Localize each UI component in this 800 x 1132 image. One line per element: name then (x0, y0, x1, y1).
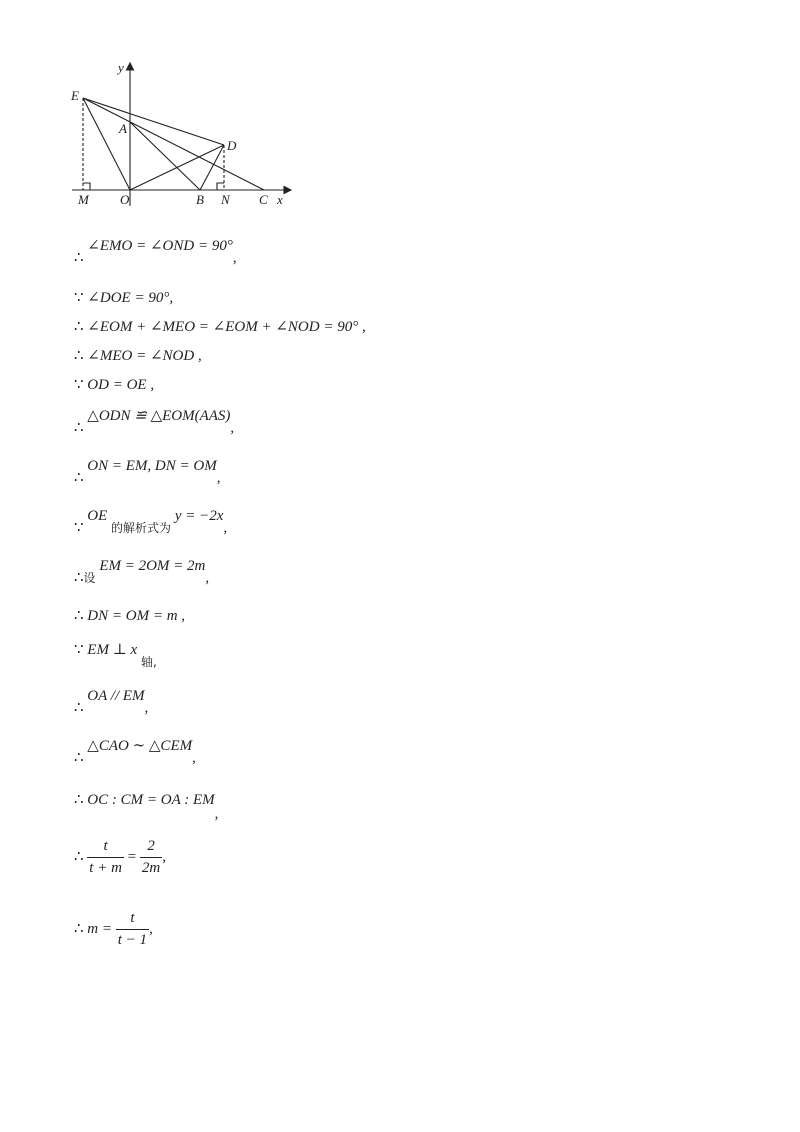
proof-step-7: ∴ ON = EM, DN = OM, (74, 458, 221, 486)
proof-step-15: ∴ $\frac{t}{t + m}$ = $\frac{2}{2m}$ , (74, 838, 166, 876)
proof-step-10: ∴ DN = OM = m , (74, 608, 186, 624)
label-M: M (78, 192, 89, 207)
geometry-figure (66, 56, 296, 214)
proof-step-3: ∴ ∠EOM + ∠MEO = ∠EOM + ∠NOD = 90° , (74, 319, 366, 335)
label-x: x (277, 192, 283, 207)
proof-step-2: ∵ ∠DOE = 90°, (74, 290, 174, 306)
label-E: E (71, 88, 79, 103)
proof-step-11: ∵ EM ⊥ x $_{轴,}$ (74, 642, 157, 669)
proof-step-5: ∵ OD = OE , (74, 377, 155, 393)
proof-step-13: ∴ △CAO ∼ △CEM, (74, 738, 196, 766)
fraction-result: $\frac{t}{t - 1}$ (117, 910, 148, 948)
label-A: A (119, 121, 127, 136)
x-axis-arrow (284, 187, 291, 194)
segment-EC (83, 98, 264, 190)
segment-ED (83, 98, 224, 145)
label-C: C (259, 192, 268, 207)
proof-step-4: ∴ ∠MEO = ∠NOD , (74, 348, 202, 364)
right-angle-M (83, 183, 90, 190)
proof-step-8: ∵ OE 的解析式为 y = −2x, (74, 508, 228, 536)
proof-step-1: ∴ ∠EMO = ∠OND = 90°, (74, 238, 237, 266)
segment-AB (130, 122, 200, 190)
proof-step-12: ∴ OA // EM, (74, 688, 149, 716)
y-axis-arrow (127, 63, 134, 70)
label-O: O (120, 192, 130, 207)
label-B: B (196, 192, 204, 207)
label-D: D (227, 138, 237, 153)
proof-step-9: ∴设 EM = 2OM = 2m, (74, 558, 210, 586)
segment-OD (130, 145, 224, 190)
label-N: N (221, 192, 230, 207)
proof-step-14: ∴ OC : CM = OA : EM, (74, 792, 219, 822)
fraction-left: $\frac{t}{t + m}$ (89, 838, 122, 876)
proof-step-16: ∴ m = $\frac{t}{t - 1}$ , (74, 910, 153, 948)
label-y: y (118, 60, 124, 75)
right-angle-N (217, 183, 224, 190)
fraction-right: $\frac{2}{2m}$ (141, 838, 161, 876)
proof-step-6: ∴ △ODN ≌ △EOM(AAS), (74, 408, 235, 436)
